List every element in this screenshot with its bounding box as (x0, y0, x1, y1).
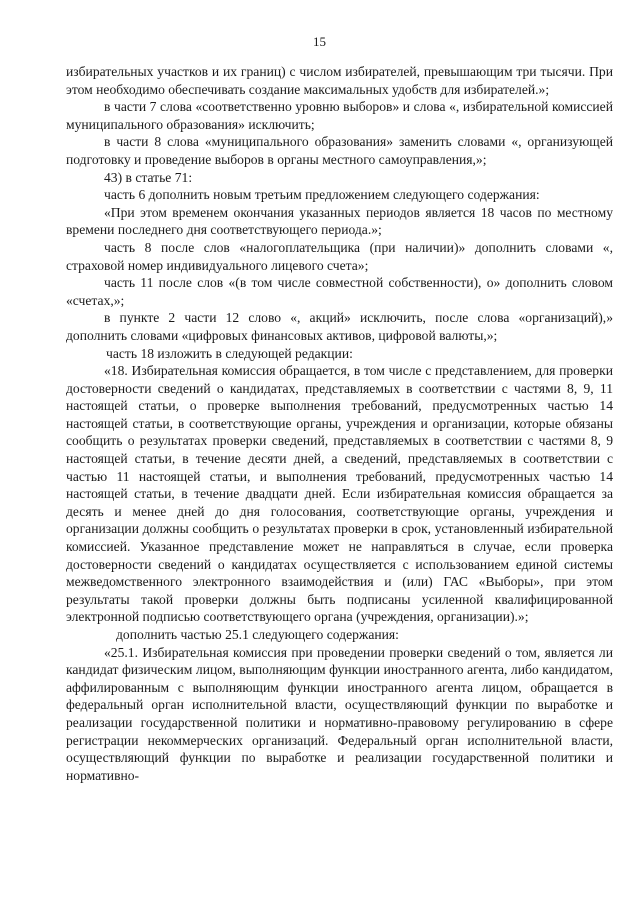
paragraph: дополнить частью 25.1 следующего содержания: (116, 627, 399, 642)
paragraph: часть 18 изложить в следующей редакции: (106, 345, 353, 361)
paragraph: в пункте 2 части 12 слово «, акций» исключить, после слова «организаций),» дополнить словами «цифровых финансовых активов, цифровой валюты,»; (66, 310, 613, 343)
paragraph: часть 8 после слов «налогоплательщика (при наличии)» дополнить словами «, страховой номер индивидуального лицевого счета»; (66, 239, 613, 273)
paragraph: «18. Избирательная комиссия обращается, в том числе с представлением, для проверки достоверности сведений о кандидатах, представляемых в соответствии с частями 8, 9, 11 настоящей статьи, о проверке выполнения требований, предусмотренных частью 14 настоящей статьи, в соответствующие органы, учреждения и организации, которые обязаны сообщить о результатах проверки сведений, представляемых в соответствии с частями 8, 9 настоящей статьи, в течение десяти дней, а сведений, представляемых в соответствии с частью 11 настоящей статьи, и выполнения требований, предусмотренных частью 14 настоящей статьи, в течение двадцати дней. Если избирательная комиссия обращается за десять и менее дней до дня голосования, соответствующие органы, учреждения и организации должны сообщить о результатах проверки в срок, установленный избирательной комиссией. Указанное представление может не направляться в случае, если проверка достоверности сведений о кандидатах осуществляется с использованием единой системы межведомственного электронного взаимодействия и (или) ГАС «Выборы», при этом результаты такой проверки должны быть подписаны усиленной квалифицированной электронной подписью соответствующего органа (учреждения, организации).»; (66, 363, 613, 625)
paragraph: «25.1. Избирательная комиссия при проведении проверки сведений о том, является ли кандидат физическим лицом, выполняющим функции иностранного агента, либо кандидатом, аффилированным с выполняющим функции иностранного агента лицом, обращается в федеральный орган исполнительной власти, осуществляющий функции по выработке и реализации государственной политики и нормативно-правовому регулированию в сфере регистрации некоммерческих организаций. Федеральный орган исполнительной власти, осуществляющий функции по выработке и реализации государственной политики и нормативно- (66, 644, 613, 783)
paragraph: избирательных участков и их границ) с числом избирателей, превышающим три тысячи. При этом необходимо обеспечивать создание максимальных удобств для избирателей.»; (66, 64, 613, 97)
paragraph: часть 6 дополнить новым третьим предложением следующего содержания: (104, 187, 540, 203)
paragraph: в части 7 слова «соответственно уровню выборов» и слова «, избирательной комиссией муниципального образования» исключить; (66, 99, 613, 132)
paragraph: 43) в статье 71: (104, 169, 193, 185)
paragraph: в части 8 слова «муниципального образования» заменить словами «, организующей подготовку и проведение выборов в органы местного самоуправления,»; (66, 134, 613, 167)
page-number: 15 (313, 34, 326, 49)
document-body (66, 63, 613, 784)
paragraph: часть 11 после слов «(в том числе совместной собственности), о» дополнить словом «счетах,»; (66, 275, 613, 308)
paragraph: «При этом временем окончания указанных периодов является 18 часов по местному времени последнего дня соответствующего периода.»; (66, 204, 613, 238)
